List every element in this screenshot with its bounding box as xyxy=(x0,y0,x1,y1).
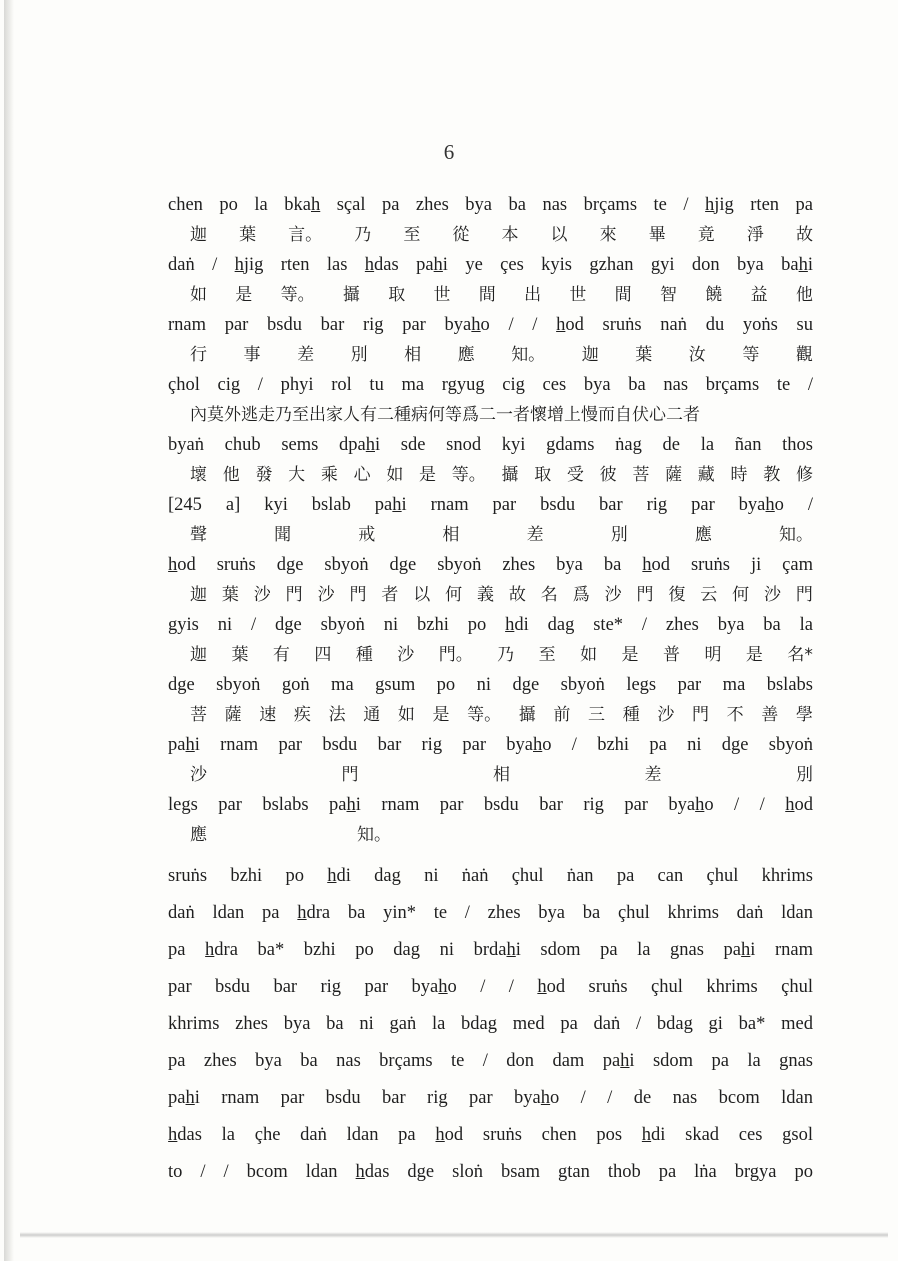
chinese-character: 出 xyxy=(524,285,542,305)
chinese-character: 攝 xyxy=(342,285,360,305)
chinese-character: 沙 xyxy=(657,705,675,725)
chinese-line xyxy=(168,340,813,370)
page-number: 6 xyxy=(443,140,455,164)
tibetan-line: [245 a] kyi bslab pah̲i rnam par bsdu bar rig par byah̲o / xyxy=(168,495,813,515)
chinese-character: 門 xyxy=(691,705,709,725)
chinese-character: 至 xyxy=(403,225,421,245)
tibetan-line: rnam par bsdu bar rig par byah̲o / / h̲od sruṅs naṅ du yoṅs su xyxy=(168,315,813,335)
chinese-character: 善 xyxy=(761,705,779,725)
chinese-character: 他 xyxy=(222,465,240,485)
chinese-character: 云 xyxy=(700,585,718,605)
tibetan-line: çhol cig / phyi rol tu ma rgyug cig ces bya ba nas brçams te / xyxy=(168,375,813,395)
chinese-character: 教 xyxy=(763,465,781,485)
chinese-character: 發 xyxy=(255,465,273,485)
chinese-character: 前 xyxy=(553,705,571,725)
chinese-character: 沙 xyxy=(604,585,622,605)
chinese-character: 者 xyxy=(381,585,399,605)
tibetan-line: pah̲i rnam par bsdu bar rig par byah̲o / bzhi pa ni dge sbyoṅ xyxy=(168,735,813,755)
chinese-character: 相 xyxy=(493,765,510,785)
chinese-character: 取 xyxy=(388,285,406,305)
chinese-character: 等。 xyxy=(451,465,486,485)
chinese-character: 世 xyxy=(433,285,451,305)
chinese-character: 義 xyxy=(477,585,495,605)
chinese-character: 迦 xyxy=(190,645,207,665)
chinese-character: 菩 xyxy=(632,465,650,485)
chinese-character: 葉 xyxy=(239,225,257,245)
chinese-line xyxy=(168,400,813,430)
chinese-character: 門 xyxy=(285,585,303,605)
chinese-character: 迦 xyxy=(190,225,207,245)
chinese-character: 沙 xyxy=(397,645,415,665)
chinese-character: 戒 xyxy=(358,525,376,545)
chinese-character: 相 xyxy=(442,525,460,545)
chinese-character: 故 xyxy=(508,585,526,605)
chinese-character: 來 xyxy=(599,225,617,245)
chinese-character: 他 xyxy=(795,285,813,305)
chinese-character: 別 xyxy=(350,345,368,365)
chinese-character: 壞 xyxy=(190,465,207,485)
chinese-character: 等 xyxy=(742,345,760,365)
chinese-character: 聞 xyxy=(274,525,292,545)
chinese-character: 葉 xyxy=(231,645,249,665)
chinese-character: 彼 xyxy=(599,465,617,485)
chinese-character: 薩 xyxy=(224,705,242,725)
chinese-character: 迦 xyxy=(190,585,207,605)
chinese-character: 通 xyxy=(363,705,381,725)
chinese-character: 饒 xyxy=(705,285,723,305)
chinese-character: 普 xyxy=(662,645,680,665)
chinese-character: 世 xyxy=(569,285,587,305)
chinese-character: 何 xyxy=(732,585,750,605)
chinese-character: 如 xyxy=(190,285,207,305)
chinese-character: 門 xyxy=(795,585,813,605)
chinese-character: 葉 xyxy=(635,345,653,365)
chinese-character: 復 xyxy=(668,585,686,605)
tibetan-line: h̲od sruṅs dge sbyoṅ dge sbyoṅ zhes bya ba h̲od sruṅs ji çam xyxy=(168,555,813,575)
tibetan-line: gyis ni / dge sbyoṅ ni bzhi po h̲di dag ste* / zhes bya ba la xyxy=(168,615,813,635)
chinese-character: 種 xyxy=(355,645,373,665)
chinese-character: 門。 xyxy=(438,645,473,665)
tibetan-line: byaṅ chub sems dpah̲i sde snod kyi gdams ṅag de la ñan thos xyxy=(168,435,813,455)
chinese-character: 應 xyxy=(457,345,475,365)
chinese-character: 差 xyxy=(526,525,544,545)
chinese-character: 受 xyxy=(566,465,584,485)
chinese-character: 智 xyxy=(659,285,677,305)
chinese-character: 故 xyxy=(795,225,813,245)
chinese-character: 畢 xyxy=(648,225,666,245)
chinese-character: 知。 xyxy=(357,825,391,845)
chinese-character: 名 xyxy=(540,585,558,605)
chinese-character: 事 xyxy=(243,345,261,365)
chinese-character: 如 xyxy=(397,705,415,725)
tibetan-line: legs par bslabs pah̲i rnam par bsdu bar rig par byah̲o / / h̲od xyxy=(168,795,813,815)
chinese-character: 沙 xyxy=(253,585,271,605)
chinese-line xyxy=(168,760,813,790)
chinese-character: 門 xyxy=(341,765,359,785)
chinese-character: 差 xyxy=(297,345,315,365)
chinese-character: 沙 xyxy=(764,585,782,605)
chinese-character: 迦 xyxy=(581,345,599,365)
tibetan-line: to / / bcom ldan h̲das dge sloṅ bsam gtan thob pa lṅa brgya po xyxy=(168,1162,813,1182)
tibetan-line: pa zhes bya ba nas brçams te / don dam pah̲i sdom pa la gnas xyxy=(168,1051,813,1071)
chinese-character: 乘 xyxy=(320,465,338,485)
chinese-character: 別 xyxy=(796,765,813,785)
chinese-line xyxy=(168,280,813,310)
chinese-line xyxy=(168,220,813,250)
tibetan-line: par bsdu bar rig par byah̲o / / h̲od sruṅs çhul khrims çhul xyxy=(168,977,813,997)
chinese-character: 是 xyxy=(419,465,437,485)
tibetan-line: pa h̲dra ba* bzhi po dag ni brdah̲i sdom pa la gnas pah̲i rnam xyxy=(168,940,813,960)
chinese-character: 應 xyxy=(190,825,207,845)
chinese-character: 是 xyxy=(621,645,639,665)
chinese-character: 沙 xyxy=(190,765,207,785)
chinese-character: 是 xyxy=(745,645,763,665)
chinese-character: 修 xyxy=(795,465,813,485)
chinese-line xyxy=(168,700,813,730)
chinese-character: 葉 xyxy=(221,585,239,605)
chinese-character: 別 xyxy=(610,525,628,545)
chinese-character: 乃 xyxy=(354,225,372,245)
chinese-character: 相 xyxy=(404,345,422,365)
chinese-character: 以 xyxy=(550,225,568,245)
chinese-character: 學 xyxy=(795,705,813,725)
chinese-character: 行 xyxy=(190,345,207,365)
chinese-character: 有 xyxy=(272,645,290,665)
chinese-character: 疾 xyxy=(293,705,311,725)
chinese-character: 種 xyxy=(622,705,640,725)
chinese-character: 是 xyxy=(235,285,253,305)
chinese-character: 門 xyxy=(636,585,654,605)
chinese-character: 門 xyxy=(349,585,367,605)
chinese-character: 知。 xyxy=(511,345,546,365)
tibetan-line: khrims zhes bya ba ni gaṅ la bdag med pa daṅ / bdag gi ba* med xyxy=(168,1014,813,1034)
chinese-character: 名* xyxy=(787,645,813,665)
chinese-character: 心 xyxy=(353,465,371,485)
chinese-character: 明 xyxy=(704,645,722,665)
chinese-character: 應 xyxy=(694,525,712,545)
chinese-character: 取 xyxy=(534,465,552,485)
section-gap xyxy=(168,850,813,858)
chinese-character: 知。 xyxy=(778,525,813,545)
page-bottom-edge xyxy=(20,1232,888,1238)
chinese-character: 藏 xyxy=(697,465,715,485)
chinese-line xyxy=(168,520,813,550)
chinese-character: 如 xyxy=(580,645,598,665)
chinese-character: 速 xyxy=(259,705,277,725)
chinese-character: 至 xyxy=(538,645,556,665)
chinese-character: 菩 xyxy=(190,705,207,725)
chinese-character: 內莫外逃走乃至出家人有二種病何等爲二一者懷增上慢而自伏心二者 xyxy=(190,405,700,425)
chinese-character: 聲 xyxy=(190,525,207,545)
chinese-character: 從 xyxy=(452,225,470,245)
chinese-character: 等。 xyxy=(280,285,315,305)
chinese-line xyxy=(168,820,813,850)
chinese-character: 如 xyxy=(386,465,404,485)
chinese-character: 時 xyxy=(730,465,748,485)
chinese-character: 攝 xyxy=(501,465,519,485)
page-spine-shadow xyxy=(4,0,14,1261)
chinese-character: 乃 xyxy=(497,645,515,665)
chinese-character: 是 xyxy=(432,705,450,725)
chinese-character: 大 xyxy=(288,465,306,485)
chinese-line xyxy=(168,460,813,490)
tibetan-line: dge sbyoṅ goṅ ma gsum po ni dge sbyoṅ legs par ma bslabs xyxy=(168,675,813,695)
chinese-character: 竟 xyxy=(697,225,715,245)
chinese-character: 本 xyxy=(501,225,519,245)
chinese-character: 沙 xyxy=(317,585,335,605)
interlinear-text-block xyxy=(168,190,813,1191)
tibetan-line: pah̲i rnam par bsdu bar rig par byah̲o / / de nas bcom ldan xyxy=(168,1088,813,1108)
chinese-character: 三 xyxy=(588,705,606,725)
tibetan-line: daṅ ldan pa h̲dra ba yin* te / zhes bya ba çhul khrims daṅ ldan xyxy=(168,903,813,923)
chinese-character: 等。 xyxy=(467,705,502,725)
chinese-character: 間 xyxy=(478,285,496,305)
chinese-character: 淨 xyxy=(746,225,764,245)
chinese-character: 言。 xyxy=(288,225,323,245)
chinese-character: 益 xyxy=(750,285,768,305)
chinese-character: 攝 xyxy=(518,705,536,725)
chinese-character: 觀 xyxy=(795,345,813,365)
chinese-character: 何 xyxy=(445,585,463,605)
chinese-character: 法 xyxy=(328,705,346,725)
chinese-character: 不 xyxy=(726,705,744,725)
tibetan-line: h̲das la çhe daṅ ldan pa h̲od sruṅs chen pos h̲di skad ces gsol xyxy=(168,1125,813,1145)
chinese-character: 四 xyxy=(314,645,332,665)
chinese-character: 差 xyxy=(644,765,662,785)
chinese-line xyxy=(168,640,813,670)
chinese-character: 薩 xyxy=(665,465,683,485)
tibetan-line: sruṅs bzhi po h̲di dag ni ṅaṅ çhul ṅan pa can çhul khrims xyxy=(168,866,813,886)
chinese-character: 間 xyxy=(614,285,632,305)
chinese-character: 汝 xyxy=(688,345,706,365)
tibetan-line: daṅ / h̲jig rten las h̲das pah̲i ye çes kyis gzhan gyi don bya bah̲i xyxy=(168,255,813,275)
tibetan-line: chen po la bkah̲ sçal pa zhes bya ba nas brçams te / h̲jig rten pa xyxy=(168,195,813,215)
chinese-character: 以 xyxy=(413,585,431,605)
chinese-line xyxy=(168,580,813,610)
chinese-character: 爲 xyxy=(572,585,590,605)
